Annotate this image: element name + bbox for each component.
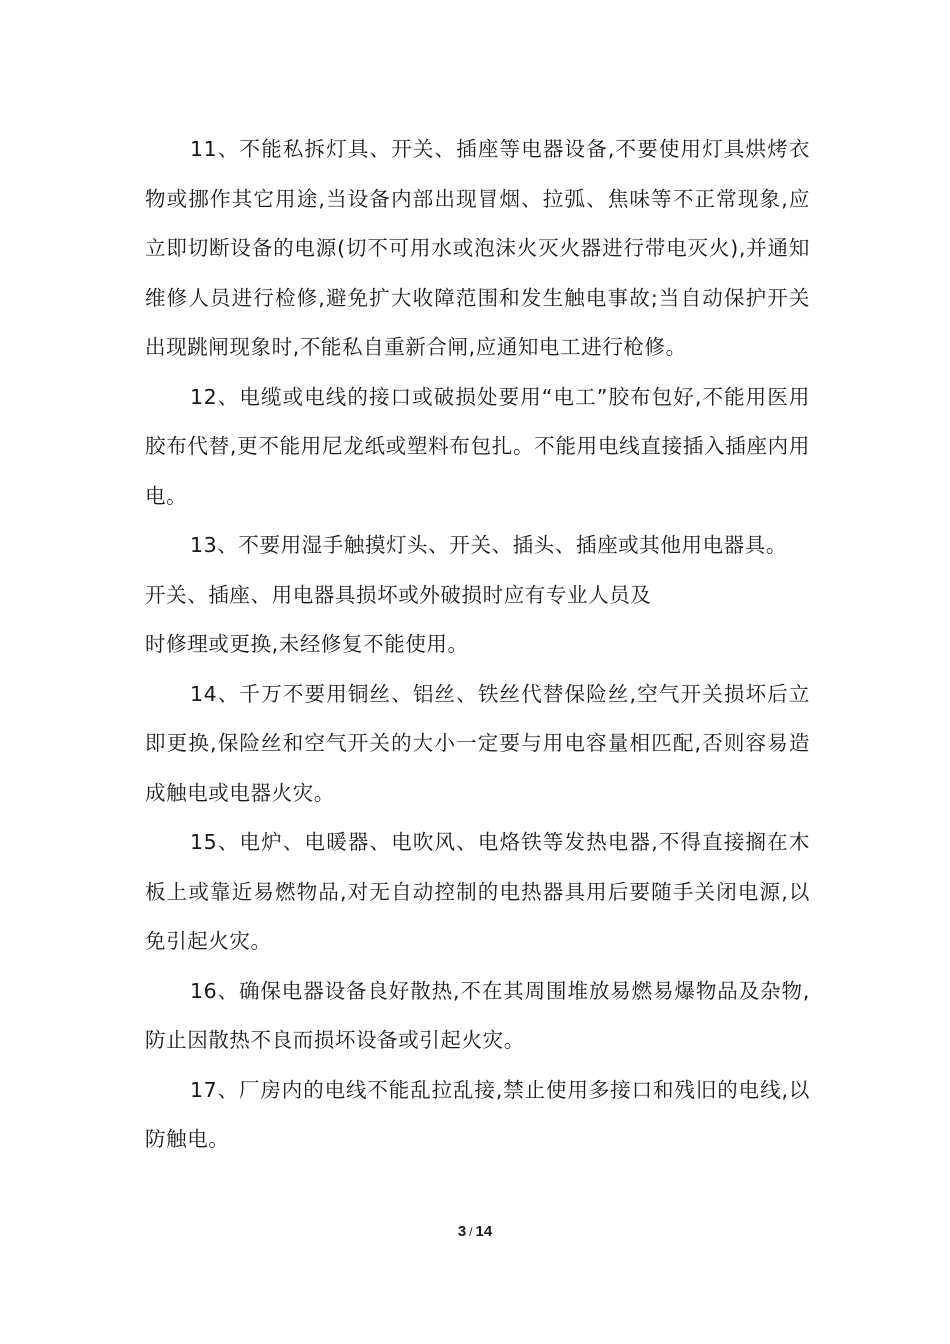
page-separator: /	[469, 1225, 473, 1239]
paragraph-17: 17、厂房内的电线不能乱拉乱接,禁止使用多接口和残旧的电线,以防触电。	[145, 1077, 810, 1151]
current-page-number: 3	[457, 1223, 467, 1240]
paragraph-13-line-3: 时修理或更换,未经修复不能使用。	[145, 632, 469, 656]
paragraph-16: 16、确保电器设备良好散热,不在其周围堆放易燃易爆物品及杂物,防止因散热不良而损坏设备或引起火灾。	[145, 978, 810, 1052]
paragraph-13	[145, 521, 810, 670]
paragraph-13-line-1: 13、不要用湿手触摸灯头、开关、插头、插座或其他用电器具。	[190, 533, 787, 557]
total-pages-number: 14	[475, 1223, 493, 1240]
paragraph-15: 15、电炉、电暖器、电吹风、电烙铁等发热电器,不得直接搁在木板上或靠近易燃物品,对无自动控制的电热器具用后要随手关闭电源,以免引起火灾。	[145, 830, 810, 953]
paragraph-13-line-2: 开关、插座、用电器具损坏或外破损时应有专业人员及	[145, 582, 652, 607]
paragraph-11: 11、不能私拆灯具、开关、插座等电器设备,不要使用灯具烘烤衣物或挪作其它用途,当设备内部出现冒烟、拉弧、焦味等不正常现象,应立即切断设备的电源(切不可用水或泡沫火灭火器进行带电灭火),并通知维修人员进行检修,避免扩大收障范围和发生触电事故;当自动保护开关出现跳闸现象时,不能私自重新合闸,应通知电工进行枪修。	[145, 137, 810, 359]
document-body	[145, 125, 810, 1165]
paragraph-12: 12、电缆或电线的接口或破损处要用“电工”胶布包好,不能用医用胶布代替,更不能用尼龙纸或塑料布包扎。不能用电线直接插入插座内用电。	[145, 384, 810, 508]
paragraph-14: 14、千万不要用铜丝、铝丝、铁丝代替保险丝,空气开关损坏后立即更换,保险丝和空气开关的大小一定要与用电容量相匹配,否则容易造成触电或电器火灾。	[145, 681, 810, 805]
page-number	[0, 1223, 950, 1240]
